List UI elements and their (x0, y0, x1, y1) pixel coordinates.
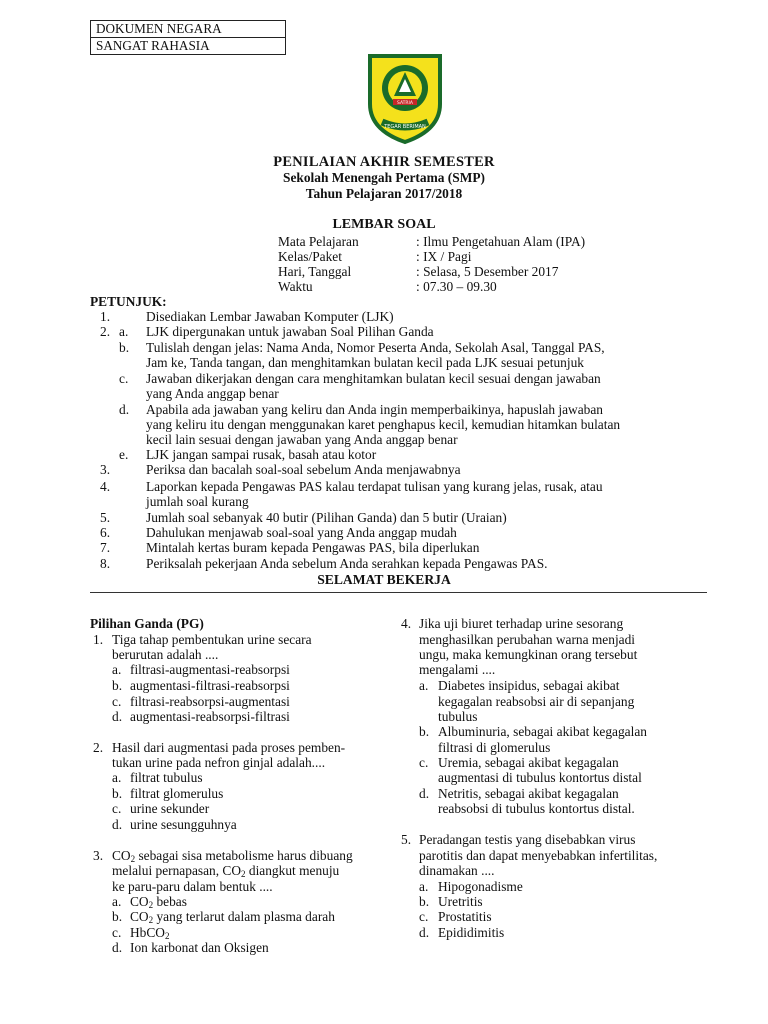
instruction-text: LJK jangan sampai rusak, basah atau kotor (146, 447, 377, 462)
option-letter: b. (419, 894, 430, 909)
option-text: HbCO$_2$ (130, 925, 170, 941)
option-letter: d. (419, 925, 430, 940)
instruction-sub-letter: d. (119, 402, 130, 417)
instruction-text: Jam ke, Tanda tangan, dan menghitamkan bulatan kecil pada LJK sesuai petunjuk (146, 355, 584, 370)
divider (90, 592, 707, 593)
meta-label: Kelas/Paket (278, 249, 342, 264)
question-text: tukan urine pada nefron ginjal adalah.... (112, 755, 326, 770)
option-letter: c. (419, 909, 429, 924)
instruction-text: Periksalah pekerjaan Anda sebelum Anda serahkan kepada Pengawas PAS. (146, 556, 548, 571)
instruction-number: 6. (100, 525, 111, 540)
regency-logo-icon (366, 52, 444, 146)
instruction-sub-letter: e. (119, 447, 129, 462)
instruction-text: Tulislah dengan jelas: Nama Anda, Nomor Peserta Anda, Sekolah Asal, Tanggal PAS, (146, 340, 605, 355)
option-text: augmentasi-reabsorpsi-filtrasi (130, 709, 290, 724)
option-letter: c. (112, 925, 122, 940)
option-text: Hipogonadisme (438, 879, 523, 894)
option-text: augmentasi-filtrasi-reabsorpsi (130, 678, 290, 693)
option-letter: b. (112, 786, 123, 801)
option-letter: c. (112, 694, 122, 709)
option-text: filtrat tubulus (130, 770, 203, 785)
classification-line-1: DOKUMEN NEGARA (96, 21, 222, 36)
instruction-sub-letter: c. (119, 371, 129, 386)
option-text: filtrasi-augmentasi-reabsorpsi (130, 662, 290, 677)
instruction-sub-letter: b. (119, 340, 130, 355)
meta-label: Waktu (278, 279, 313, 294)
question-text: parotitis dan dapat menyebabkan infertilitas, (419, 848, 658, 863)
instructions-heading: PETUNJUK: (90, 294, 167, 309)
question-number: 4. (401, 616, 412, 631)
instruction-text: Dahulukan menjawab soal-soal yang Anda anggap mudah (146, 525, 457, 540)
option-text: Uremia, sebagai akibat kegagalan (438, 755, 619, 770)
question-number: 2. (93, 740, 104, 755)
option-letter: a. (112, 894, 122, 909)
classification-line-2: SANGAT RAHASIA (91, 37, 285, 54)
option-letter: d. (112, 817, 123, 832)
instruction-text: Mintalah kertas buram kepada Pengawas PAS, bila diperlukan (146, 540, 480, 555)
instruction-text: yang Anda anggap benar (146, 386, 279, 401)
exam-title: PENILAIAN AKHIR SEMESTER (273, 154, 495, 170)
academic-year: Tahun Pelajaran 2017/2018 (305, 186, 463, 201)
meta-value: : 07.30 – 09.30 (416, 279, 497, 294)
meta-value: : IX / Pagi (416, 249, 472, 264)
question-text: mengalami .... (419, 662, 496, 677)
question-text: dinamakan .... (419, 863, 495, 878)
instruction-text: Laporkan kepada Pengawas PAS kalau terdapat tulisan yang kurang jelas, rusak, atau (146, 479, 603, 494)
instruction-number: 1. (100, 309, 111, 324)
question-text: ungu, maka kemungkinan orang tersebut (419, 647, 638, 662)
question-number: 3. (93, 848, 104, 863)
option-text: Epididimitis (438, 925, 505, 940)
option-text: filtrasi-reabsorpsi-augmentasi (130, 694, 290, 709)
closing-text: SELAMAT BEKERJA (317, 572, 451, 587)
sheet-title: LEMBAR SOAL (332, 217, 436, 232)
option-text: Uretritis (438, 894, 483, 909)
option-letter: c. (419, 755, 429, 770)
option-letter: a. (112, 770, 122, 785)
instruction-number: 2. (100, 324, 111, 339)
option-text: urine sekunder (130, 801, 210, 816)
option-text: Netritis, sebagai akibat kegagalan (438, 786, 619, 801)
instruction-text: Disediakan Lembar Jawaban Komputer (LJK) (146, 309, 394, 324)
meta-value: : Ilmu Pengetahuan Alam (IPA) (416, 234, 586, 249)
option-letter: a. (112, 662, 122, 677)
option-letter: a. (419, 678, 429, 693)
instruction-text: yang keliru itu dengan menggunakan karet penghapus kecil, kemudian hitamkan bulatan (146, 417, 621, 432)
question-text: $CO_2$ sebagai sisa metabolisme harus dibuang (112, 848, 353, 864)
option-text: Diabetes insipidus, sebagai akibat (438, 678, 620, 693)
question-text: ke paru-paru dalam bentuk .... (112, 879, 273, 894)
option-text: Ion karbonat dan Oksigen (130, 940, 269, 955)
option-text: urine sesungguhnya (130, 817, 237, 832)
question-text: Peradangan testis yang disebabkan virus (419, 832, 636, 847)
option-text: kegagalan reabsobsi air di sepanjang (438, 694, 635, 709)
option-text: tubulus (438, 709, 478, 724)
instruction-sub-letter: a. (119, 324, 129, 339)
question-text: Hasil dari augmentasi pada proses pemben- (112, 740, 346, 755)
section-heading: Pilihan Ganda (PG) (90, 616, 204, 631)
meta-label: Mata Pelajaran (278, 234, 359, 249)
logo-motto-text: TEGAR BERIMAN (384, 124, 426, 130)
option-text: $CO_2$ bebas (130, 894, 187, 910)
school-level: Sekolah Menengah Pertama (SMP) (283, 170, 485, 185)
option-letter: c. (112, 801, 122, 816)
question-text: berurutan adalah .... (112, 647, 219, 662)
question-text: menghasilkan perubahan warna menjadi (419, 632, 636, 647)
instruction-text: jumlah soal kurang (146, 494, 249, 509)
meta-label: Hari, Tanggal (278, 264, 352, 279)
instruction-text: Apabila ada jawaban yang keliru dan Anda ingin memperbaikinya, hapuslah jawaban (146, 402, 603, 417)
instruction-text: Jawaban dikerjakan dengan cara menghitamkan bulatan kecil sesuai dengan jawaban (146, 371, 601, 386)
question-text: melalui pernapasan, $CO_2$ diangkut menuju (112, 863, 340, 879)
question-text: Tiga tahap pembentukan urine secara (112, 632, 312, 647)
question-number: 1. (93, 632, 104, 647)
option-letter: b. (112, 909, 123, 924)
option-letter: d. (112, 709, 123, 724)
option-text: $CO_2$ yang terlarut dalam plasma darah (130, 909, 335, 925)
instruction-number: 3. (100, 462, 111, 477)
instruction-number: 5. (100, 510, 111, 525)
instruction-number: 8. (100, 556, 111, 571)
option-text: augmentasi di tubulus kontortus distal (438, 770, 642, 785)
option-letter: b. (419, 724, 430, 739)
classification-box (90, 20, 286, 55)
option-text: filtrasi di glomerulus (438, 740, 551, 755)
meta-value: : Selasa, 5 Desember 2017 (416, 264, 559, 279)
instruction-text: Periksa dan bacalah soal-soal sebelum Anda menjawabnya (146, 462, 461, 477)
question-text: Jika uji biuret terhadap urine sesorang (419, 616, 624, 631)
option-text: filtrat glomerulus (130, 786, 224, 801)
option-letter: b. (112, 678, 123, 693)
question-number: 5. (401, 832, 412, 847)
option-text: reabsobsi di tubulus kontortus distal. (438, 801, 635, 816)
option-letter: d. (419, 786, 430, 801)
option-text: Prostatitis (438, 909, 492, 924)
option-letter: a. (419, 879, 429, 894)
instruction-text: Jumlah soal sebanyak 40 butir (Pilihan Ganda) dan 5 butir (Uraian) (146, 510, 507, 525)
logo-banner-text: SATRIA (397, 101, 413, 106)
option-letter: d. (112, 940, 123, 955)
instruction-number: 4. (100, 479, 111, 494)
instruction-text: kecil lain sesuai dengan jawaban yang Anda anggap benar (146, 432, 458, 447)
instruction-number: 7. (100, 540, 111, 555)
instruction-text: LJK dipergunakan untuk jawaban Soal Pilihan Ganda (146, 324, 434, 339)
option-text: Albuminuria, sebagai akibat kegagalan (438, 724, 647, 739)
